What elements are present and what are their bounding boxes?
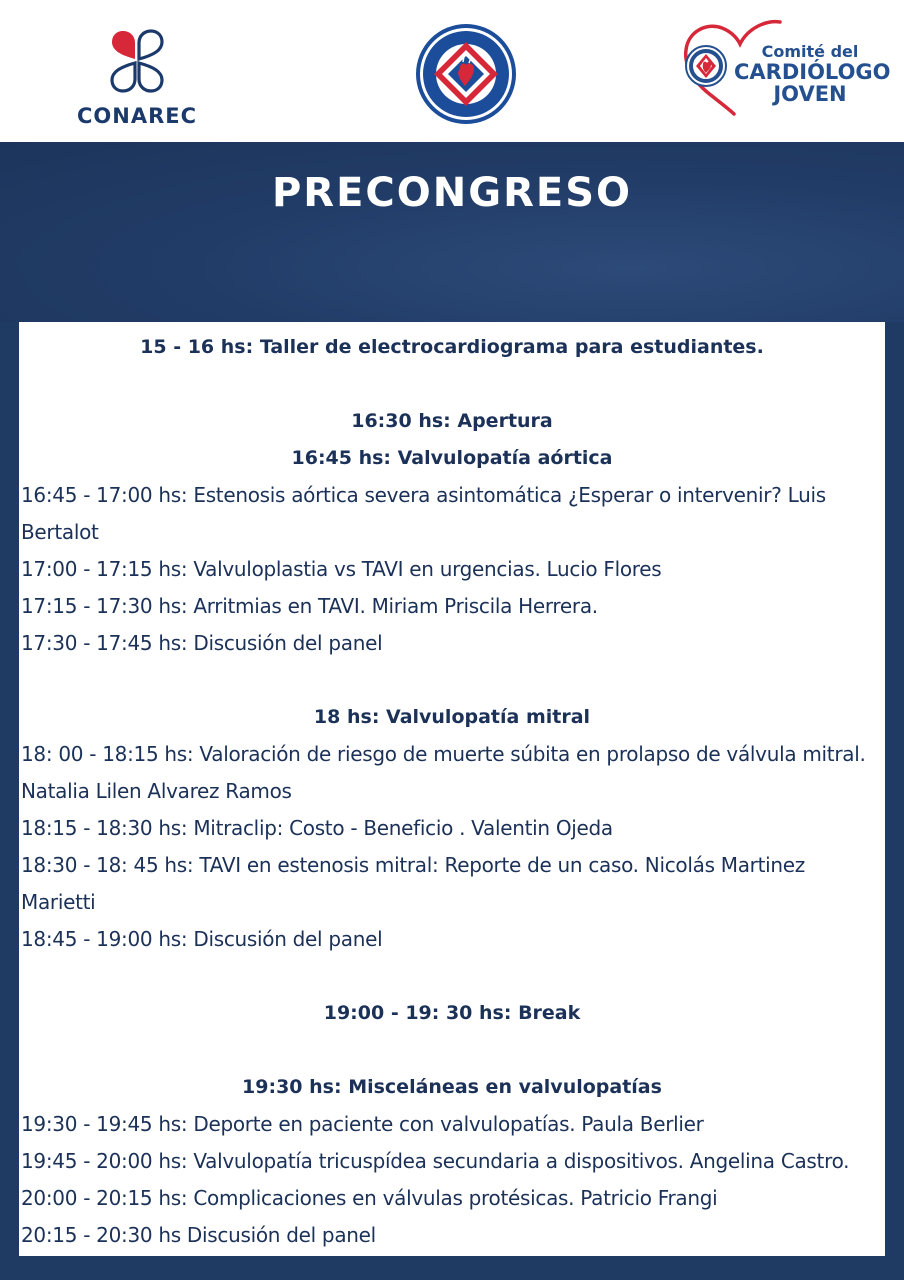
program-heading: 19:30 hs: Misceláneas en valvulopatías bbox=[242, 1076, 662, 1098]
committee-logo-line1: Comité del bbox=[761, 42, 859, 61]
program-item: 20:00 - 20:15 hs: Complicaciones en válvulas protésicas. Patricio Frangi bbox=[21, 1186, 718, 1210]
program-item: 17:00 - 17:15 hs: Valvuloplastia vs TAVI en urgencias. Lucio Flores bbox=[21, 557, 662, 581]
program-item: 18:15 - 18:30 hs: Mitraclip: Costo - Beneficio . Valentin Ojeda bbox=[21, 816, 613, 840]
program-item: 17:15 - 17:30 hs: Arritmias en TAVI. Miriam Priscila Herrera. bbox=[21, 594, 598, 618]
program-item: 19:30 - 19:45 hs: Deporte en paciente con valvulopatías. Paula Berlier bbox=[21, 1112, 704, 1136]
program-heading: 16:45 hs: Valvulopatía aórtica bbox=[291, 447, 613, 469]
program-item: 16:45 - 17:00 hs: Estenosis aórtica severa asintomática ¿Esperar o intervenir? Luis bbox=[21, 483, 826, 507]
program-item: 17:30 - 17:45 hs: Discusión del panel bbox=[21, 631, 383, 655]
program-heading: 18 hs: Valvulopatía mitral bbox=[313, 706, 591, 728]
committee-logo bbox=[682, 16, 892, 116]
program-heading: 19:00 - 19: 30 hs: Break bbox=[323, 1002, 581, 1024]
program-item: 18:30 - 18: 45 hs: TAVI en estenosis mitral: Reporte de un caso. Nicolás Martinez bbox=[21, 853, 805, 877]
program-item: Natalia Lilen Alvarez Ramos bbox=[21, 779, 292, 803]
fac-seal bbox=[414, 22, 518, 126]
header bbox=[0, 0, 904, 142]
program-heading: 15 - 16 hs: Taller de electrocardiograma para estudiantes. bbox=[140, 336, 764, 358]
program-item: 19:45 - 20:00 hs: Valvulopatía tricuspídea secundaria a dispositivos. Angelina Castro. bbox=[21, 1149, 850, 1173]
committee-logo-line3: JOVEN bbox=[773, 82, 847, 106]
committee-logo-text bbox=[734, 42, 891, 106]
program-item: 20:15 - 20:30 hs Discusión del panel bbox=[21, 1223, 376, 1247]
title-banner bbox=[0, 142, 904, 322]
program-panel bbox=[19, 322, 885, 1256]
page-title: PRECONGRESO bbox=[271, 170, 633, 216]
program-heading: 16:30 hs: Apertura bbox=[351, 410, 553, 432]
program-item: 18:45 - 19:00 hs: Discusión del panel bbox=[21, 927, 383, 951]
program-item: Bertalot bbox=[21, 520, 99, 544]
program-item: Marietti bbox=[21, 890, 96, 914]
committee-logo-line2: CARDIÓLOGO bbox=[734, 60, 891, 84]
conarec-heart-clover-icon bbox=[102, 26, 172, 96]
conarec-logo bbox=[62, 20, 212, 132]
conarec-logo-text: CONAREC bbox=[76, 104, 198, 128]
program-item: 18: 00 - 18:15 hs: Valoración de riesgo de muerte súbita en prolapso de válvula mitral. bbox=[21, 742, 866, 766]
fac-heart-seal-icon bbox=[414, 22, 518, 126]
